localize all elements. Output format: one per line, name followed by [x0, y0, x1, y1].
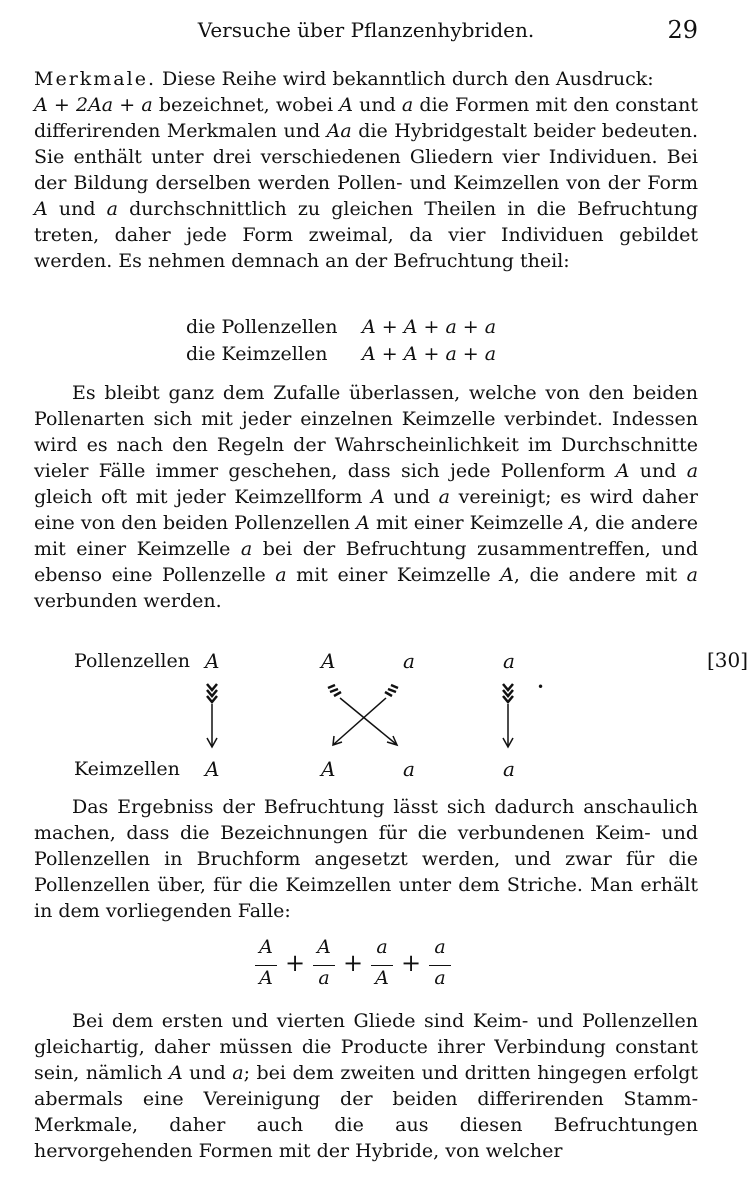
arrow-cross-2 — [333, 685, 398, 745]
keim-bottom-2: A — [321, 757, 336, 781]
arrow-straight-left — [207, 684, 217, 747]
emphasized-word: Merkmale. — [34, 68, 156, 90]
pollen-top-1: A — [205, 649, 220, 673]
fertilization-arrows — [0, 676, 756, 760]
page-number: 29 — [667, 16, 698, 44]
keim-bottom-1: A — [205, 757, 220, 781]
margin-page-reference: [30] — [707, 648, 749, 672]
plus-sign: + — [343, 949, 364, 977]
paragraph-3: Das Ergebniss der Befruchtung lässt sich dadurch anschaulich machen, dass die Bezeichnungen für die verbundenen Keim- und Pollenzellen in Bruchform angesetzt werden, und zwar für die Pollenzellen über, für die Keimzellen unter dem Striche. Man erhält in dem vorliegenden Falle: — [34, 796, 698, 922]
running-title: Versuche über Pflanzenhybriden. — [197, 18, 535, 42]
plus-sign: + — [401, 949, 422, 977]
pollen-top-3: a — [403, 649, 415, 673]
keim-label: Keimzellen — [74, 758, 180, 780]
scheme-row-keim: die Keimzellen A + A + a + a — [186, 343, 497, 365]
pollen-label: Pollenzellen — [74, 650, 190, 672]
pollen-top-2: A — [321, 649, 336, 673]
plus-sign: + — [285, 949, 306, 977]
series-formula: A + 2Aa + a — [34, 94, 153, 116]
stray-dot: • — [537, 680, 545, 694]
keim-bottom-4: a — [503, 757, 515, 781]
pollen-top-4: a — [503, 649, 515, 673]
scheme-row-pollen: die Pollenzellen A + A + a + a — [186, 316, 497, 338]
paragraph-2: Es bleibt ganz dem Zufalle überlassen, welche von den beiden Pollenarten sich mit jeder einzelnen Keimzelle verbindet. Indessen wird es nach den Regeln der Wahrscheinlichkeit im Durchschnitte vieler Fälle immer geschehen, dass sich jede Pollenform A und a gleich oft mit jeder Keimzellform A und a vereinigt; es wird daher eine von den beiden Pollenzellen A mit einer Keimzelle A, die andere mit einer Keimzelle a bei der Befruchtung zusammentreffen, und ebenso eine Pollenzelle a mit einer Keimzelle A, die andere mit a verbunden werden. — [34, 382, 699, 612]
page-header — [34, 14, 698, 48]
keim-bottom-3: a — [403, 757, 415, 781]
paragraph-1: Merkmale. Diese Reihe wird bekanntlich durch den Ausdruck: A + 2Aa + a bezeichnet, wobei A und a die Formen mit den constant differirenden Merkmalen und Aa die Hybridgestalt beider bedeuten. Sie enthält unter drei verschiedenen Gliedern vier Individuen. Bei der Bildung derselben werden Pollen- und Keimzellen von der Form A und a durchschnittlich zu gleichen Theilen in die Befruchtung treten, daher jede Form zweimal, da vier Individuen gebildet werden. Es nehmen demnach an der Befruchtung theil: — [34, 68, 699, 272]
paragraph-4: Bei dem ersten und vierten Gliede sind Keim- und Pollenzellen gleichartig, daher müssen die Producte ihrer Verbindung constant sein, nämlich A und a; bei dem zweiten und dritten hingegen erfolgt abermals eine Vereinigung der beiden differirenden Stamm-Merkmale, daher auch die aus diesen Befruchtungen hervorgehenden Formen mit der Hybride, von welcher — [34, 1010, 698, 1162]
arrow-straight-right — [503, 684, 513, 747]
